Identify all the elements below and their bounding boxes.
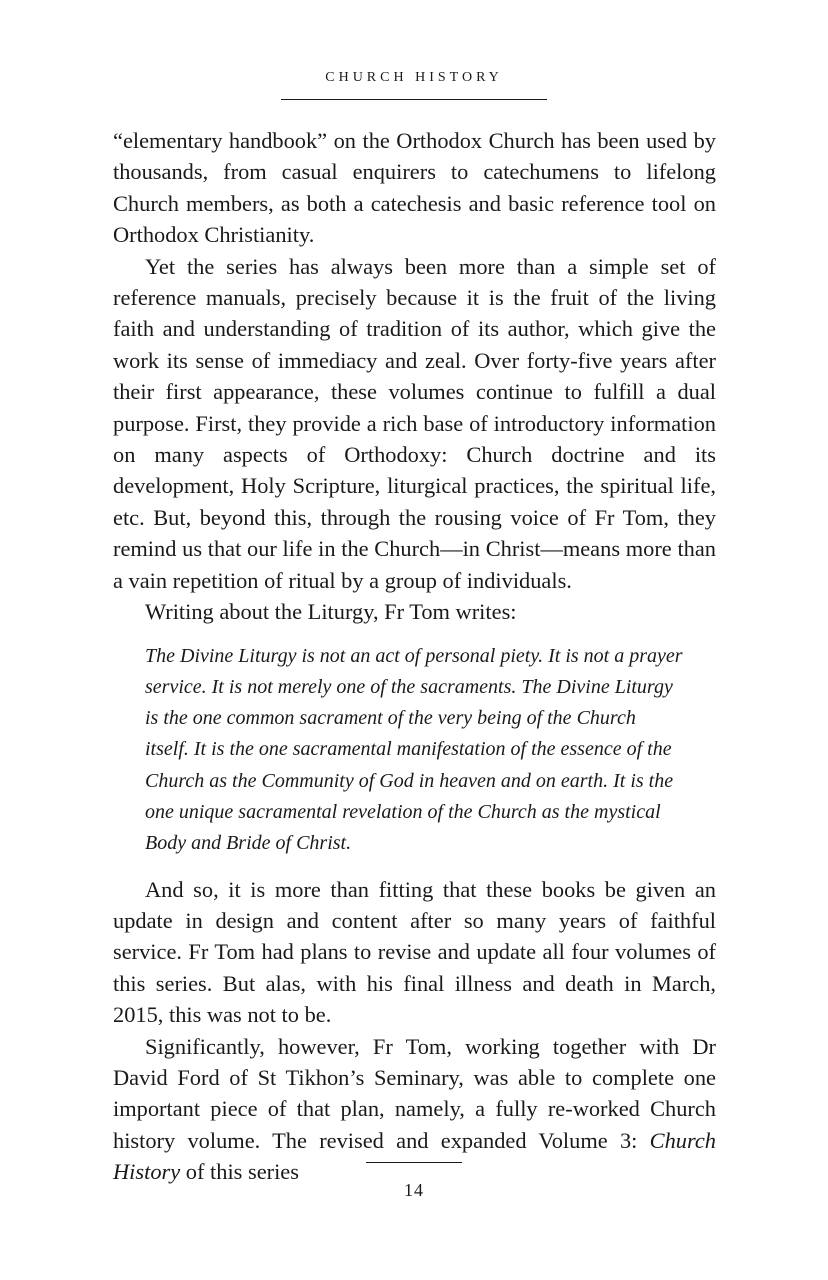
paragraph-volume-end: of this series bbox=[180, 1159, 299, 1185]
paragraph-volume-start: The revised and expanded Volume 3: bbox=[272, 1127, 650, 1153]
footer-rule bbox=[366, 1162, 462, 1163]
paragraph-continued: “elementary handbook” on the Orthodox Church has been used by thousands, from casual enquirers to catechumens to lifelong Church members, as both a catechesis and basic reference tool on Orthodox Christianity. bbox=[113, 128, 716, 248]
paragraph-significantly bbox=[113, 1031, 716, 1188]
block-quote-liturgy: The Divine Liturgy is not an act of personal piety. It is not a prayer service. It is not merely one of the sacraments. The Divine Liturgy is the one common sacrament of the very being of the Church itself. It is the one sacramental manifestation of the essence of the Church as the Community of God in heaven and on earth. It is the one unique sacramental revelation of the Church as the mystical Body and Bride of Christ. bbox=[145, 644, 683, 855]
book-title: Church History bbox=[113, 1127, 716, 1185]
header-rule bbox=[281, 99, 547, 100]
paragraph-update: And so, it is more than fitting that these books be given an update in design and content after so many years of faithful service. Fr Tom had plans to revise and update all four volumes of this series. But alas, with his final illness and death in March, 2015, this was not to be. bbox=[113, 876, 716, 1028]
paragraph-series-purpose: Yet the series has always been more than a simple set of reference manuals, precisely because it is the fruit of the living faith and understanding of tradition of its author, which give the work its sense of immediacy and zeal. Over forty-five years after their first appearance, these volumes continue to fulfill a dual purpose. First, they provide a rich base of introductory information on many aspects of Orthodoxy: Church doctrine and its development, Holy Scripture, liturgical practices, the spiritual life, etc. But, beyond this, through the rousing voice of Fr Tom, they remind us that our life in the Church—in Christ—means more than a vain repetition of ritual by a group of individuals. bbox=[113, 253, 716, 593]
page-number: 14 bbox=[404, 1180, 424, 1200]
paragraph-significantly-text: Significantly, however, Fr Tom, working together with Dr David Ford of St Tikhon’s Seminary, was able to complete one important piece of that plan, namely, a fully re-worked Church history volume. bbox=[113, 1033, 716, 1153]
body-text bbox=[113, 125, 716, 1188]
paragraph-quote-intro: Writing about the Liturgy, Fr Tom writes: bbox=[145, 599, 517, 625]
running-head: CHURCH HISTORY bbox=[325, 70, 503, 85]
